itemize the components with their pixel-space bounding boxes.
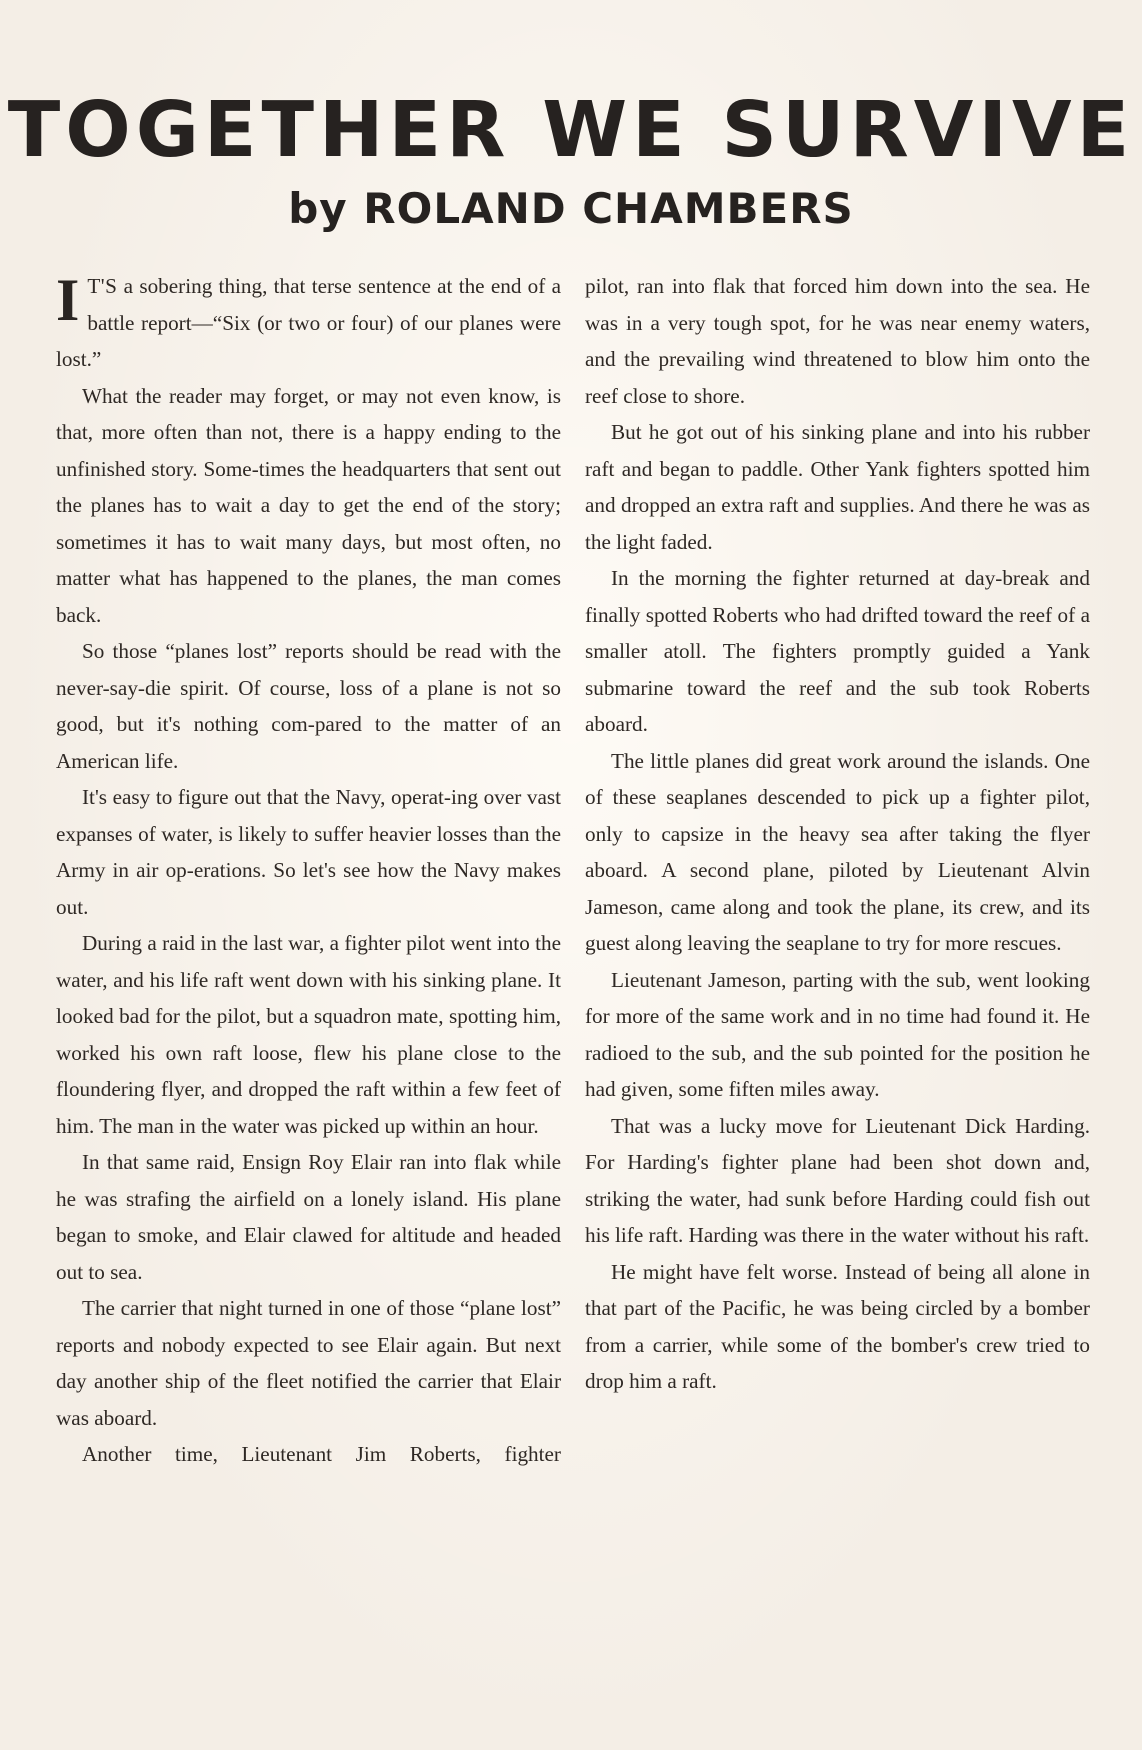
right-column	[585, 268, 1090, 1400]
paragraph: So those “planes lost” reports should be read with the never-say-die spirit. Of course, loss of a plane is not so good, but it's nothing com-pared to the matter of an American life.	[56, 639, 561, 773]
article-title: TOGETHER WE SURVIVE	[7, 86, 1135, 175]
first-word: T'S	[87, 274, 118, 298]
paragraph: In the morning the fighter returned at day-break and finally spotted Roberts who had drifted toward the reef of a smaller atoll. The fighters promptly guided a Yank submarine toward the reef and the sub took Roberts aboard.	[585, 566, 1090, 736]
paragraph: The carrier that night turned in one of those “plane lost” reports and nobody expected to see Elair again. But next day another ship of the fleet notified the carrier that Elair was aboard.	[56, 1296, 561, 1430]
paragraph: He might have felt worse. Instead of being all alone in that part of the Pacific, he was being circled by a bomber from a carrier, while some of the bomber's crew tried to drop him a raft.	[585, 1259, 1090, 1393]
left-column	[56, 268, 561, 1473]
paragraph: But he got out of his sinking plane and into his rubber raft and began to paddle. Other Yank fighters spotted him and dropped an extra raft and supplies. And there he was as the light faded.	[585, 420, 1090, 554]
paragraph: What the reader may forget, or may not even know, is that, more often than not, there is a happy ending to the unfinished story. Some-times the headquarters that sent out the planes has to wait a day to get the end of the story; sometimes it has to wait many days, but most often, no matter what has happened to the planes, the man comes back.	[56, 383, 561, 627]
article-byline: by ROLAND CHAMBERS	[288, 184, 854, 233]
paragraph: Another time, Lieutenant Jim Roberts, fighter	[82, 1442, 561, 1466]
paragraph: During a raid in the last war, a fighter pilot went into the water, and his life raft went down with his sinking plane. It looked bad for the pilot, but a squadron mate, spotting him, worked his own raft loose, flew his plane close to the floundering flyer, and dropped the raft within a few feet of him. The man in the water was picked up within an hour.	[56, 931, 561, 1138]
paragraph: In that same raid, Ensign Roy Elair ran into flak while he was strafing the airfield on a lonely island. His plane began to smoke, and Elair clawed for altitude and headed out to sea.	[56, 1150, 561, 1284]
paragraph: The little planes did great work around the islands. One of these seaplanes descended to pick up a fighter pilot, only to capsize in the heavy sea after taking the flyer aboard. A second plane, piloted by Lieutenant Alvin Jameson, came along and took the plane, its crew, and its guest along leaving the seaplane to try for more rescues.	[585, 748, 1090, 955]
paragraph: It's easy to figure out that the Navy, operat-ing over vast expanses of water, is likely to suffer heavier losses than the Army in air op-erations. So let's see how the Navy makes out.	[56, 785, 561, 919]
paragraph: That was a lucky move for Lieutenant Dick Harding. For Harding's fighter plane had been shot down and, striking the water, had sunk before Harding could fish out his life raft. Harding was there in the water without his raft.	[585, 1113, 1090, 1247]
drop-cap: I	[56, 267, 80, 333]
paragraph: Lieutenant Jameson, parting with the sub, went looking for more of the same work and in no time had found it. He radioed to the sub, and the sub pointed for the position he had given, some fiften miles away.	[585, 967, 1090, 1101]
paragraph	[56, 268, 561, 378]
paragraph-text: a sobering thing, that terse sentence at the end of a battle report—“Six (or two or four) of our planes were lost.”	[56, 274, 561, 371]
paragraph: pilot, ran into flak that forced him down into the sea. He was in a very tough spot, for he was near enemy waters, and the prevailing wind threatened to blow him onto the reef close to shore.	[585, 274, 1090, 408]
